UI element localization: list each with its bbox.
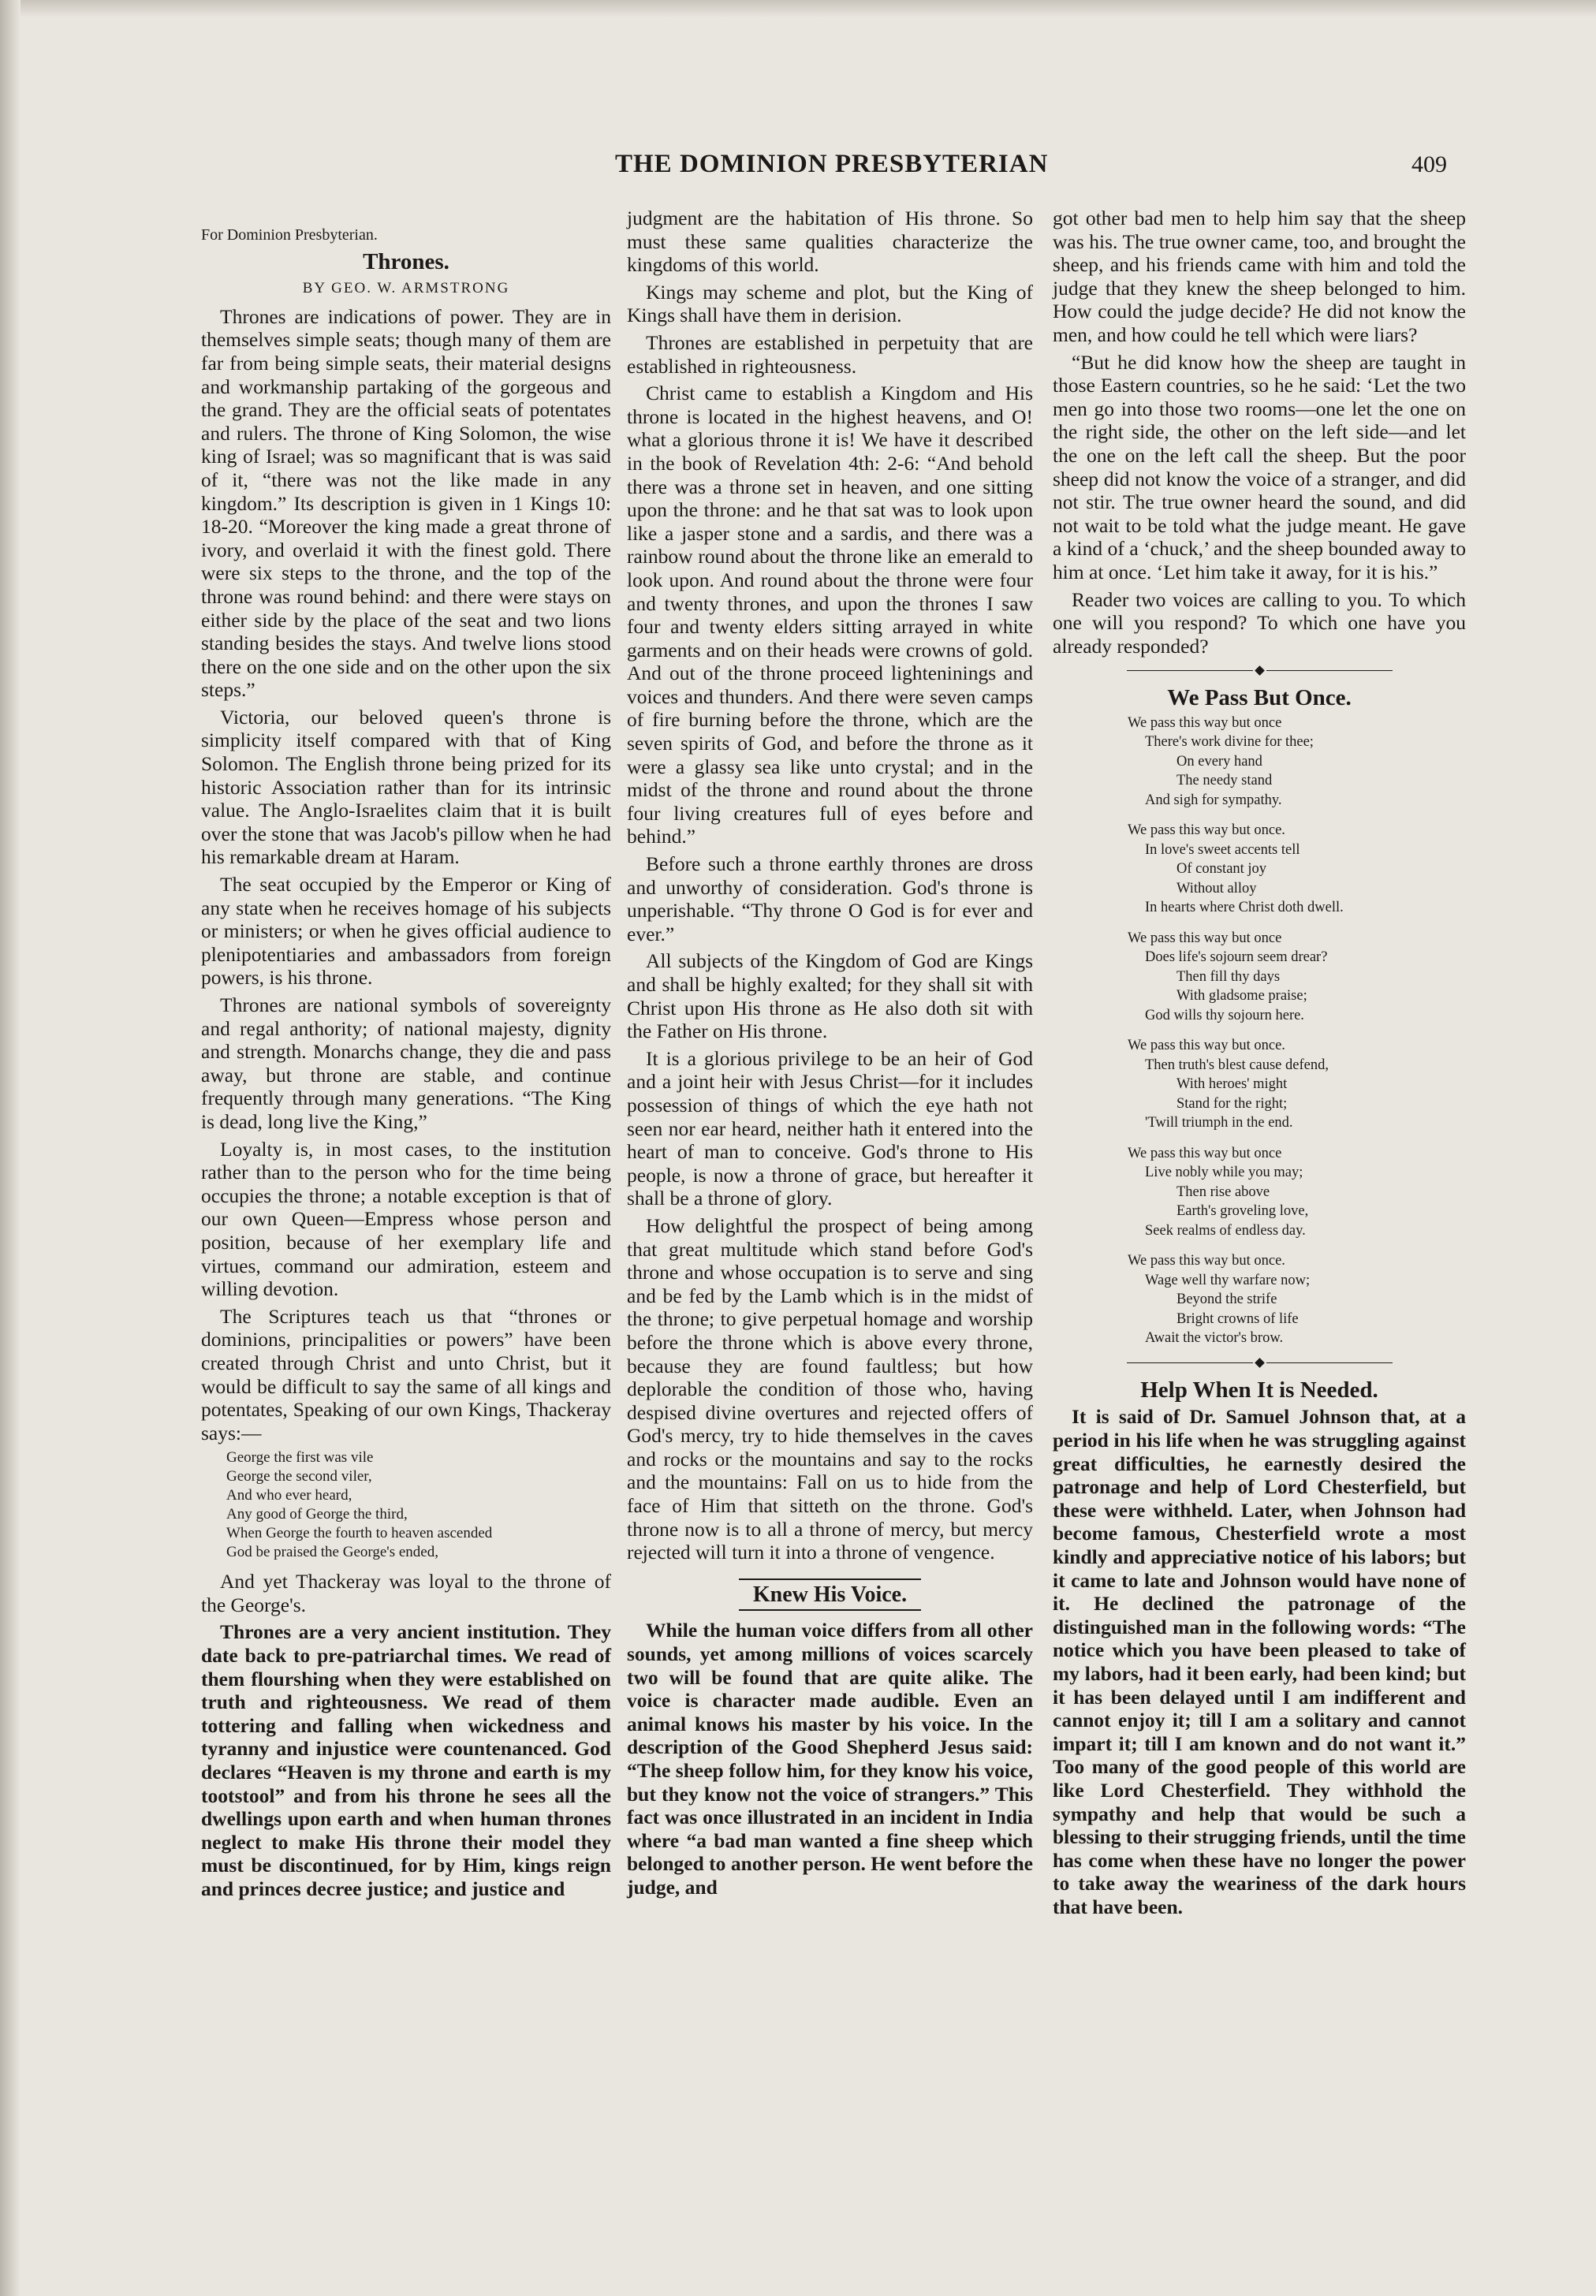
poem-line: Live nobly while you may; (1145, 1165, 1303, 1181)
column-3 (1053, 207, 1466, 1923)
paragraph: How delightful the prospect of being among that great multitude which stand before God's throne and whose occupation is to serve and sing and be fed by the Lamb which is in the midst of the throne; to give perpetual homage and worship before the throne which is above every throne, because they are found faultless; but how deplorable the condition of those who, having despised divine overtures and rejected offers of God's mercy, try to hide themselves in the caves and rocks or the mountains and say to the rocks and the mountains: Fall on us to hide from the face of Him that sitteth on the throne. God's throne now is to all a throne of mercy, but mercy rejected will turn it into a throne of vengence. (627, 1213, 1033, 1564)
divider (1053, 667, 1466, 674)
paragraph: While the human voice differs from all other sounds, yet among millions of voices scarcely two will be found that are quite alike. The voice is character made audible. Even an animal knows his master by his voice. In the description of the Good Shepherd Jesus said: “The sheep follow him, for they know his voice, but they know not the voice of strangers.” This fact was once illustrated in an incident in India where “a bad man wanted a fine sheep which belonged to another person. He went before the judge, and (627, 1619, 1033, 1899)
byline: BY GEO. W. ARMSTRONG (302, 280, 510, 297)
poem-line: We pass this way but once (1128, 1145, 1282, 1161)
poem-line: The needy stand (1176, 773, 1273, 789)
poem-line: Earth's groveling love, (1176, 1203, 1309, 1220)
poem-line: There's work divine for thee; (1145, 734, 1314, 751)
poem-line: With gladsome praise; (1176, 988, 1307, 1004)
paragraph: Before such a throne earthly thrones are dross and unworthy of consideration. God's throne is unperishable. “Thy throne O God is for ever and ever.” (627, 852, 1033, 945)
poem-title: We Pass But Once. (1167, 685, 1352, 711)
verse-line: George the second viler, (226, 1468, 372, 1485)
page-edge-left (0, 0, 21, 2296)
paragraph: got other bad men to help him say that the sheep was his. The true owner came, too, and brought the sheep, and his friends came with him and told the judge that they knew the sheep belonged to him. How could the judge decide? He did not know the men, and how could he tell which were liars? (1053, 207, 1466, 346)
paragraph: “But he did know how the sheep are taught in those Eastern countries, so he he said: ‘Let the two men go into those two rooms—one let the one on the right side, the other on the left side—and let the one on the left call the sheep. But the poor sheep did not know the voice of a stranger, and did not stir. The true owner heard the sound, and did not wait to be told what the judge meant. He gave a kind of a ‘chuck,’ and the sheep bounded away to him at once. ‘Let him take it away, for it is his.” (1053, 350, 1466, 583)
column-2 (627, 207, 1033, 1903)
verse-line: God be praised the George's ended, (226, 1544, 438, 1561)
poem-we-pass-but-once (1128, 714, 1466, 1348)
poem-line: Does life's sojourn seem drear? (1145, 949, 1328, 966)
poem-line: Then rise above (1176, 1183, 1270, 1200)
verse-line: George the first was vile (226, 1449, 374, 1467)
poem-line: And sigh for sympathy. (1145, 792, 1282, 808)
poem-line: Of constant joy (1176, 861, 1267, 878)
poem-line: We pass this way but once (1128, 714, 1282, 731)
stanza (1128, 929, 1466, 1026)
paragraph: Victoria, our beloved queen's throne is simplicity itself compared with that of King Solomon. The English throne being prized for its historic Association rather than for its intrinsic value. The Anglo-Israelites claim that it is built over the stone that was Jacob's pillow when he had his remarkable dream at Haram. (201, 705, 611, 869)
paragraph: Loyalty is, in most cases, to the institution rather than to the person who for the time being occupies the throne; a notable exception is that of our own Queen—Empress whose person and position, because of her exemplary life and virtues, command our admiration, esteem and willing devotion. (201, 1137, 611, 1301)
poem-line: On every hand (1176, 753, 1262, 770)
poem-line: God wills thy sojourn here. (1145, 1007, 1304, 1023)
verse-line: Any good of George the third, (226, 1506, 408, 1523)
paragraph: The Scriptures teach us that “thrones or dominions, principalities or powers” have been created through Christ and unto Christ, but it would be difficult to say the same of all kings and potentates, Speaking of our own Kings, Thackeray says:— (201, 1304, 611, 1444)
poem-line: We pass this way but once. (1128, 1253, 1285, 1269)
poem-line: We pass this way but once. (1128, 1038, 1285, 1054)
poem-line: 'Twill triumph in the end. (1145, 1115, 1293, 1131)
poem-line: With heroes' might (1176, 1076, 1288, 1093)
verse-line: When George the fourth to heaven ascended (226, 1525, 493, 1542)
poem-line: Without alloy (1176, 880, 1257, 896)
paragraph: All subjects of the Kingdom of God are Kings and shall be highly exalted; for they shall sit with Christ upon His throne as He also doth sit with the Father on His throne. (627, 949, 1033, 1043)
poem-line: We pass this way but once. (1128, 822, 1285, 839)
poem-line: Then truth's blest cause defend, (1145, 1057, 1329, 1073)
poem-line: Wage well thy warfare now; (1145, 1272, 1311, 1288)
stanza (1128, 1036, 1466, 1133)
poem-line: Seek realms of endless day. (1145, 1222, 1306, 1239)
poem-line: Beyond the strife (1176, 1292, 1277, 1308)
paragraph: The seat occupied by the Emperor or King of any state when he receives homage of his subjects or ministers; or when he gives official audience to plenipotentiaries and ambassadors from foreign powers, is his throne. (201, 873, 611, 990)
paragraph: judgment are the habitation of His throne. So must these same qualities characterize the kingdoms of this world. (627, 207, 1033, 277)
masthead: THE DOMINION PRESBYTERIAN (615, 150, 1049, 178)
poem-line: We pass this way but once (1128, 930, 1282, 946)
verse-line: And who ever heard, (226, 1487, 352, 1504)
page-edge-top (0, 0, 1596, 17)
paragraph: Thrones are established in perpetuity that are established in righteousness. (627, 330, 1033, 378)
paragraph: It is said of Dr. Samuel Johnson that, at a period in his life when he was struggling against great difficulties, he earnestly desired the patronage and help of Lord Chesterfield, but these were withheld. Later, when Johnson had become famous, Chesterfield wrote a most kindly and appreciative notice of his labors; but it came to late and Johnson would have none of it. He declined the patronage of the distinguished man in the following words: “The notice which you have been pleased to take of my labors, had it been early, had been kind; but it has been delayed until I am indifferent and cannot enjoy it; till I am a solitary and cannot impart it; till I am known and do not want it.” Too many of the good people of this world are like Lord Chesterfield. They withhold the sympathy and help that would be such a blessing to their strugging friends, until the time has come when these have no longer the power to take away the weariness of the dark hours that have been. (1053, 1405, 1466, 1918)
paragraph: Thrones are indications of power. They are in themselves simple seats; though many of them are far from being simple seats, their material designs and workmanship partaking of the gorgeous and the grand. They are the official seats of potentates and rulers. The throne of King Solomon, the wise king of Israel; was so magnificant that is was said of it, “there was not the like made in any kingdom.” Its description is given in 1 Kings 10: 18-20. “Moreover the king made a great throne of ivory, and overlaid it with the finest gold. There were six steps to the throne, and the top of the throne was round behind: and there were stays on either side by the place of the seat and two lions standing besides the stays. And twelve lions stood there on the one side and on the other upon the six steps.” (201, 304, 611, 702)
paragraph: Thrones are a very ancient institution. They date back to pre-patriarchal times. We read of them flourshing when they were established on truth and righteousness. We read of them tottering and falling when wickedness and tyranny and injustice were countenanced. God declares “Heaven is my throne and earth is my tootstool” and from his throne he sees all the dwellings upon earth and when human thrones neglect to make His throne their model they must be discontinued, for by Him, kings reign and princes decree justice; and justice and (201, 1620, 611, 1900)
title-text: Knew His Voice. (739, 1578, 921, 1612)
poem-line: Then fill thy days (1176, 968, 1281, 985)
stanza (1128, 1251, 1466, 1348)
poem-line: In hearts where Christ doth dwell. (1145, 900, 1344, 916)
article-title-help: Help When It is Needed. (1140, 1377, 1378, 1403)
divider (1053, 1359, 1466, 1366)
page-number: 409 (1411, 151, 1447, 177)
stanza (1128, 821, 1466, 918)
paragraph: And yet Thackeray was loyal to the throne of the George's. (201, 1570, 611, 1616)
poem-line: Bright crowns of life (1176, 1310, 1299, 1327)
column-1 (201, 207, 611, 1905)
thackeray-verse (226, 1448, 611, 1562)
article-title-knew-his-voice (627, 1578, 1033, 1612)
paragraph: Reader two voices are calling to you. To which one will you respond? To which one have you already responded? (1053, 587, 1466, 658)
stanza (1128, 714, 1466, 811)
paragraph: Thrones are national symbols of sovereignty and regal anthority; of national majesty, dignity and strength. Monarchs change, they die and pass away, but throne are stable, and continue frequently through many generations. “The King is dead, long live the King,” (201, 993, 611, 1133)
kicker: For Dominion Presbyterian. (201, 226, 378, 244)
stanza (1128, 1144, 1466, 1241)
poem-line: In love's sweet accents tell (1145, 841, 1300, 858)
poem-line: Await the victor's brow. (1145, 1330, 1284, 1347)
paragraph: Kings may scheme and plot, but the King of Kings shall have them in derision. (627, 280, 1033, 327)
paragraph: Christ came to establish a Kingdom and His throne is located in the highest heavens, and O! what a glorious throne it is! We have it described in the book of Revelation 4th: 2-6: “And behold there was a throne set in heaven, and one sitting upon the throne: and he that sat was to look upon like a jasper stone and a sardis, and there was a rainbow round about the throne like an emerald to look upon. And round about the throne were four and twenty thrones, and upon the thrones I saw four and twenty elders sitting arrayed in white garments and on their heads were crowns of gold. And out of the throne proceed lighteninings and voices and thunders. And there were seven camps of fire burning before the throne, which are the seven spirits of God, and before the throne as it were a glassy sea like unto crystal; and in the midst of the throne and round about the throne four living creatures full of eyes before and behind.” (627, 382, 1033, 848)
poem-line: Stand for the right; (1176, 1095, 1288, 1112)
paragraph: It is a glorious privilege to be an heir of God and a joint heir with Jesus Christ—for it includes possession of things of which the eye hath not seen nor ear heard, neither hath it entered into the heart of man to conceive. God's throne to His people, is now a throne of grace, but hereafter it shall be a throne of glory. (627, 1046, 1033, 1210)
article-title-thrones: Thrones. (363, 248, 449, 274)
